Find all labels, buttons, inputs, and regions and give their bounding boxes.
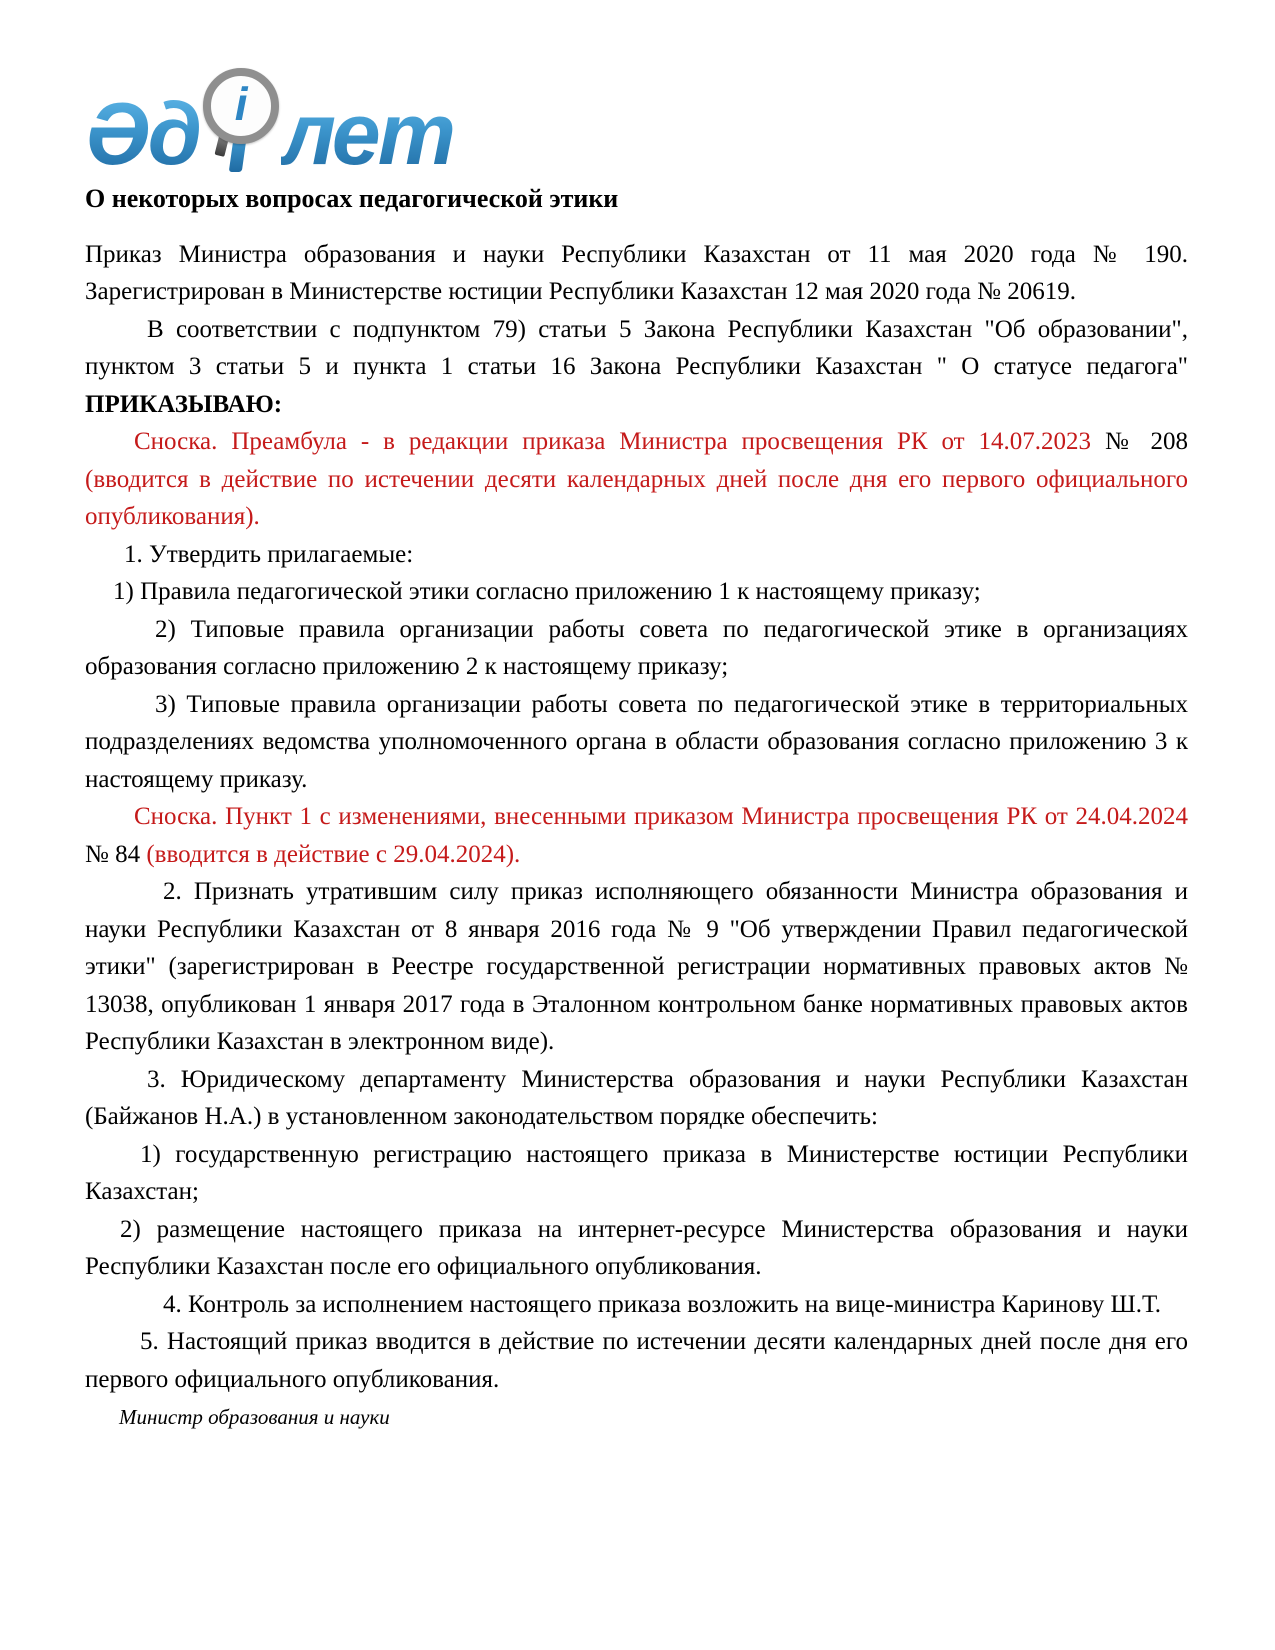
page-title: О некоторых вопросах педагогической этики — [85, 184, 619, 213]
item-5: 5. Настоящий приказ вводится в действие по истечении десяти календарных дней после дня его первого официального опубликования. — [85, 1328, 1188, 1393]
footnote2-order-number: № 84 — [85, 840, 147, 868]
footnote-amendment-2 — [85, 798, 1188, 873]
adilet-logo — [85, 72, 1188, 183]
lens-letter: і — [234, 78, 248, 130]
logo-text-suffix: лет — [281, 84, 453, 183]
logo-text-prefix: Әд — [85, 84, 200, 183]
magnifier-lens — [203, 68, 279, 144]
preamble-order-word: ПРИКАЗЫВАЮ: — [85, 390, 283, 418]
footnote1-order-number: № 208 — [1104, 428, 1188, 456]
signature-minister-title: Министр образования и науки — [119, 1405, 390, 1430]
item-1-sub-1: 1) Правила педагогической этики согласно приложению 1 к настоящему приказу; — [113, 578, 981, 606]
footnote2-red-tail: (вводится в действие с 29.04.2024). — [146, 840, 521, 868]
paragraph-preamble — [85, 311, 1188, 424]
item-1-sub-2: 2) Типовые правила организации работы совета по педагогической этике в организациях образования согласно приложению 2 к настоящему приказу; — [85, 615, 1188, 681]
footnote2-red-lead: Сноска. Пункт 1 с изменениями, внесенными приказом Министра просвещения РК от 24.04.2024 — [134, 803, 1188, 831]
item-3-sub-1: 1) государственную регистрацию настоящего приказа в Министерстве юстиции Республики Казахстан; — [85, 1140, 1188, 1206]
item-4: 4. Контроль за исполнением настоящего приказа возложить на вице-министра Каринову Ш.Т. — [163, 1290, 1162, 1318]
preamble-text: В соответствии с подпунктом 79) статьи 5 Закона Республики Казахстан "Об образовании", пунктом 3 статьи 5 и пункта 1 статьи 16 Закона Республики Казахстан " О статусе педагога" — [85, 315, 1188, 381]
footnote1-red-lead: Сноска. Преамбула - в редакции приказа Министра просвещения РК от 14.07.2023 — [134, 428, 1105, 456]
item-2: 2. Признать утратившим силу приказ исполняющего обязанности Министра образования и науки Республики Казахстан от 8 января 2016 года № 9 "Об утверждении Правил педагогической этики" (зарегистрирован в Реестре государственной регистрации нормативных правовых актов № 13038, опубликован 1 января 2017 года в Эталонном контрольном банке нормативных правовых актов Республики Казахстан в электронном виде). — [85, 878, 1188, 1056]
magnifier-icon — [203, 68, 281, 172]
footnote1-red-tail: (вводится в действие по истечении десяти календарных дней после дня его первого официального опубликования). — [85, 465, 1188, 531]
paragraph-intro: Приказ Министра образования и науки Республики Казахстан от 11 мая 2020 года № 190. Зарегистрирован в Министерстве юстиции Республики Казахстан 12 мая 2020 года № 20619. — [85, 240, 1188, 306]
footnote-amendment-1 — [85, 423, 1188, 536]
item-1-sub-3: 3) Типовые правила организации работы совета по педагогической этике в территориальных подразделениях ведомства уполномоченного органа в области образования согласно приложению 3 к настоящему приказу. — [85, 690, 1188, 793]
item-3-sub-2: 2) размещение настоящего приказа на интернет-ресурсе Министерства образования и науки Республики Казахстан после его официального опубликования. — [85, 1215, 1188, 1281]
item-3: 3. Юридическому департаменту Министерства образования и науки Республики Казахстан (Байжанов Н.А.) в установленном законодательством порядке обеспечить: — [85, 1065, 1188, 1131]
letter-i-stem — [229, 140, 246, 172]
item-1: 1. Утвердить прилагаемые: — [124, 540, 414, 568]
